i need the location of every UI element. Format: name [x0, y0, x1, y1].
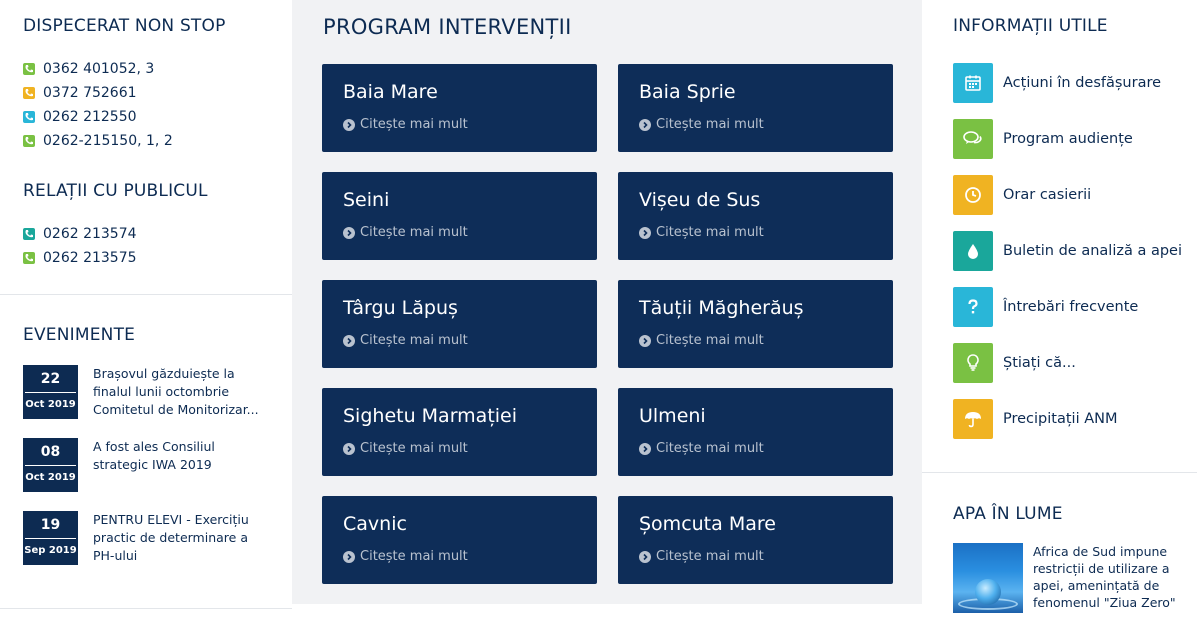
phone-icon: [23, 228, 35, 240]
card-title: Sighetu Marmației: [343, 405, 518, 427]
events-title: EVENIMENTE: [23, 325, 136, 345]
event-item[interactable]: [23, 511, 273, 584]
events-list: [23, 365, 273, 584]
phone-icon: [23, 111, 35, 123]
program-card[interactable]: [618, 172, 893, 260]
phone-number: 0262 213574: [43, 226, 137, 242]
date-separator: [25, 392, 76, 393]
program-panel: [292, 0, 922, 604]
read-more-link[interactable]: [639, 549, 764, 564]
read-more-link[interactable]: [639, 441, 764, 456]
event-date-badge: [23, 438, 78, 492]
read-more-label: Citește mai mult: [360, 333, 468, 348]
info-item-actions[interactable]: [953, 55, 1182, 111]
program-card[interactable]: [618, 496, 893, 584]
info-item-label: Buletin de analiză a apei: [1003, 243, 1182, 259]
public-phone-item[interactable]: [23, 246, 137, 270]
info-item-faq[interactable]: [953, 279, 1182, 335]
event-day: 08: [40, 444, 61, 460]
chevron-right-icon: [343, 335, 355, 347]
umbrella-icon: [953, 399, 993, 439]
read-more-label: Citește mai mult: [656, 117, 764, 132]
program-card[interactable]: [618, 280, 893, 368]
read-more-link[interactable]: [343, 549, 468, 564]
phone-icon: [23, 63, 35, 75]
read-more-label: Citește mai mult: [360, 441, 468, 456]
event-month: Oct 2019: [25, 399, 76, 410]
phone-number: 0262-215150, 1, 2: [43, 133, 173, 149]
public-phone-list: [23, 222, 137, 270]
read-more-link[interactable]: [639, 225, 764, 240]
event-link[interactable]: Brașovul găzduiește la finalul lunii octombrie Comitetul de Monitorizar...: [93, 366, 259, 417]
event-date-badge: [23, 365, 78, 419]
read-more-link[interactable]: [343, 333, 468, 348]
read-more-link[interactable]: [343, 225, 468, 240]
program-card[interactable]: [322, 496, 597, 584]
event-month: Oct 2019: [25, 472, 76, 483]
water-drop: [975, 579, 1001, 605]
dispatch-phone-item[interactable]: [23, 81, 173, 105]
info-item-cashier-hours[interactable]: [953, 167, 1182, 223]
card-title: Târgu Lăpuș: [343, 297, 458, 319]
divider: [0, 608, 292, 609]
event-date-badge: [23, 511, 78, 565]
card-title: Tăuții Măgherăuș: [639, 297, 804, 319]
chevron-right-icon: [639, 551, 651, 563]
dispatch-phone-item[interactable]: [23, 105, 173, 129]
info-item-label: Acțiuni în desfășurare: [1003, 75, 1162, 91]
chevron-right-icon: [639, 335, 651, 347]
phone-icon: [23, 252, 35, 264]
dispatch-phone-item[interactable]: [23, 57, 173, 81]
info-item-label: Știați că...: [1003, 355, 1076, 371]
phone-number: 0262 212550: [43, 109, 137, 125]
chevron-right-icon: [343, 443, 355, 455]
read-more-link[interactable]: [343, 117, 468, 132]
event-month: Sep 2019: [24, 545, 77, 556]
card-title: Ulmeni: [639, 405, 706, 427]
info-item-audiences[interactable]: [953, 111, 1182, 167]
card-title: Vișeu de Sus: [639, 189, 761, 211]
useful-info-list: [953, 55, 1182, 447]
program-card[interactable]: [322, 280, 597, 368]
water-drop-icon: [953, 231, 993, 271]
dispatch-phone-list: [23, 57, 173, 153]
news-item[interactable]: [953, 543, 1183, 613]
divider: [922, 472, 1197, 473]
date-separator: [25, 538, 76, 539]
read-more-label: Citește mai mult: [656, 225, 764, 240]
read-more-link[interactable]: [639, 333, 764, 348]
program-card[interactable]: [618, 388, 893, 476]
program-card[interactable]: [322, 64, 597, 152]
read-more-link[interactable]: [639, 117, 764, 132]
lightbulb-icon: [953, 343, 993, 383]
read-more-label: Citește mai mult: [360, 117, 468, 132]
read-more-label: Citește mai mult: [360, 549, 468, 564]
program-title: PROGRAM INTERVENȚII: [323, 15, 572, 39]
info-item-precipitation[interactable]: [953, 391, 1182, 447]
card-title: Șomcuta Mare: [639, 513, 776, 535]
card-title: Baia Sprie: [639, 81, 736, 103]
read-more-label: Citește mai mult: [656, 441, 764, 456]
event-link[interactable]: A fost ales Consiliul strategic IWA 2019: [93, 439, 215, 472]
phone-icon: [23, 87, 35, 99]
chevron-right-icon: [343, 119, 355, 131]
dispatch-phone-item[interactable]: [23, 129, 173, 153]
calendar-icon: [953, 63, 993, 103]
program-card[interactable]: [618, 64, 893, 152]
info-item-water-bulletin[interactable]: [953, 223, 1182, 279]
read-more-label: Citește mai mult: [360, 225, 468, 240]
useful-info-title: INFORMAȚII UTILE: [953, 16, 1108, 36]
chevron-right-icon: [639, 443, 651, 455]
program-card[interactable]: [322, 172, 597, 260]
public-phone-item[interactable]: [23, 222, 137, 246]
read-more-label: Citește mai mult: [656, 549, 764, 564]
event-day: 22: [40, 371, 61, 387]
card-title: Baia Mare: [343, 81, 438, 103]
phone-icon: [23, 135, 35, 147]
phone-number: 0362 401052, 3: [43, 61, 155, 77]
chevron-right-icon: [639, 119, 651, 131]
event-link[interactable]: PENTRU ELEVI - Exercițiu practic de determinare a PH-ului: [93, 512, 249, 563]
chat-icon: [953, 119, 993, 159]
news-thumbnail-image[interactable]: [953, 543, 1023, 613]
info-item-label: Orar casierii: [1003, 187, 1092, 203]
event-day: 19: [40, 517, 61, 533]
program-card[interactable]: [322, 388, 597, 476]
phone-number: 0372 752661: [43, 85, 137, 101]
right-column: [922, 0, 1197, 631]
card-title: Cavnic: [343, 513, 407, 535]
card-title: Seini: [343, 189, 390, 211]
phone-number: 0262 213575: [43, 250, 137, 266]
question-icon: [953, 287, 993, 327]
clock-icon: [953, 175, 993, 215]
date-separator: [25, 465, 76, 466]
info-item-did-you-know[interactable]: [953, 335, 1182, 391]
info-item-label: Întrebări frecvente: [1003, 299, 1139, 315]
event-item[interactable]: [23, 365, 273, 438]
chevron-right-icon: [343, 551, 355, 563]
event-item[interactable]: [23, 438, 273, 511]
dispatch-title: DISPECERAT NON STOP: [23, 16, 226, 36]
news-link[interactable]: Africa de Sud impune restricții de utilizare a apei, amenințată de fenomenul "Ziua Zero": [1033, 544, 1176, 610]
info-item-label: Precipitații ANM: [1003, 411, 1118, 427]
chevron-right-icon: [343, 227, 355, 239]
read-more-label: Citește mai mult: [656, 333, 764, 348]
water-world-title: APA ÎN LUME: [953, 504, 1063, 524]
public-relations-title: RELAȚII CU PUBLICUL: [23, 181, 208, 201]
left-column: [0, 0, 292, 631]
info-item-label: Program audiențe: [1003, 131, 1133, 147]
read-more-link[interactable]: [343, 441, 468, 456]
chevron-right-icon: [639, 227, 651, 239]
divider: [0, 294, 292, 295]
